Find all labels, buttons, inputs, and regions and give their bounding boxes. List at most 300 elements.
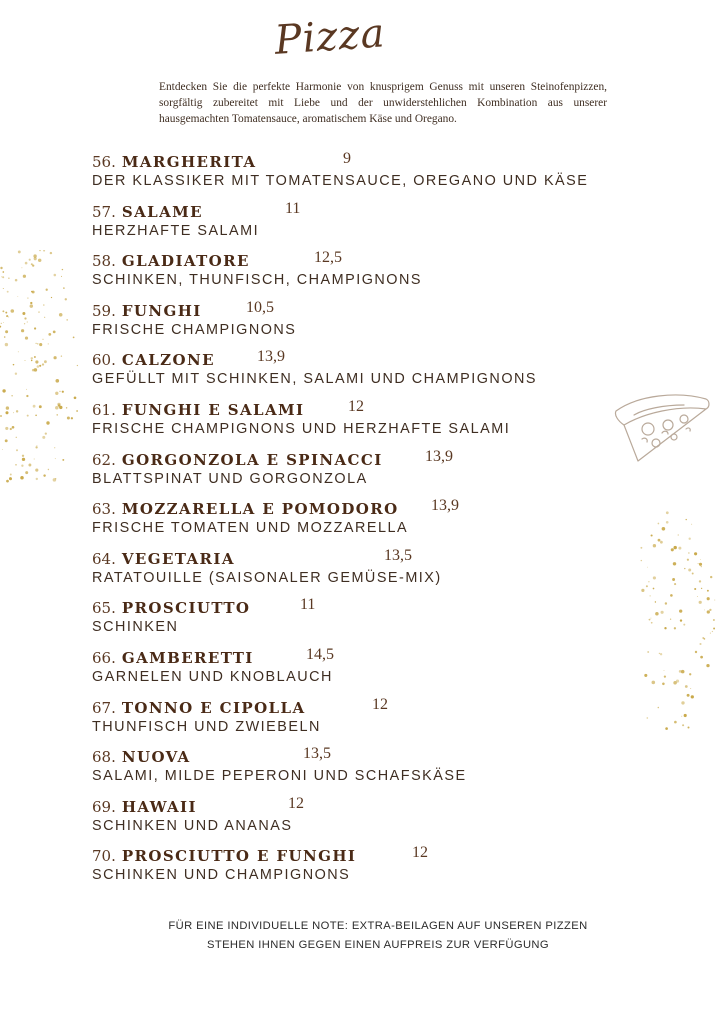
menu-item-number: 57. [92,202,116,221]
menu-item-number: 60. [92,351,116,370]
menu-item-description: SCHINKEN UND CHAMPIGNONS [92,867,351,884]
gold-speck [54,447,55,448]
menu-item-header [92,646,652,667]
gold-speck [27,322,28,323]
menu-item-number: 68. [92,748,116,767]
gold-speck [31,357,33,359]
gold-speck [658,707,660,709]
gold-speck [25,471,28,474]
menu-item-number: 65. [92,599,116,618]
gold-speck [666,521,669,524]
gold-speck [689,538,691,540]
gold-speck [704,609,705,610]
menu-item-price: 13,9 [431,497,459,515]
gold-speck [61,276,62,277]
menu-item-number: 66. [92,648,116,667]
menu-item-price: 11 [285,199,301,217]
gold-speck [653,588,655,590]
gold-speck [10,428,12,430]
gold-speck [682,724,684,726]
gold-speck [15,279,18,282]
gold-speck [45,432,47,434]
gold-speck [5,411,8,414]
menu-item-price: 10,5 [246,298,274,316]
gold-speck [0,267,2,269]
gold-speck [39,365,41,367]
gold-speck [26,389,27,390]
gold-speck [37,343,39,345]
menu-item-header [92,497,652,518]
menu-item-name: GLADIATORE [121,252,250,271]
menu-item-price: 12 [412,844,428,862]
gold-speck [24,323,25,324]
gold-speck [698,563,699,564]
menu-item-name: VEGETARIA [121,549,235,568]
menu-item-number: 64. [92,549,116,568]
menu-item-header [92,547,652,568]
menu-item-description: DER KLASSIKER MIT TOMATENSAUCE, OREGANO UND KÄSE [92,173,589,189]
menu-item-number: 63. [92,500,116,519]
gold-speck [4,336,6,338]
gold-speck [5,312,7,314]
menu-item-price: 12 [372,695,388,713]
gold-speck [655,601,656,602]
gold-speck [699,601,702,604]
footer-note [90,917,666,955]
gold-speck [13,364,15,366]
gold-speck [2,271,4,273]
gold-speck [710,576,712,578]
gold-speck [659,653,660,654]
menu-item-description: SALAMI, MILDE PEPERONI UND SCHAFSKÄSE [92,768,467,785]
gold-speck [688,569,691,572]
gold-speck [38,259,41,262]
gold-speck [674,627,676,629]
gold-speck [59,406,62,409]
gold-speck [660,541,663,544]
menu-item [92,596,652,646]
menu-item-number: 61. [92,400,116,419]
gold-speck [16,449,18,451]
gold-speck [0,326,1,328]
menu-item [92,150,652,200]
gold-speck [674,546,677,549]
gold-speck [44,317,45,318]
menu-item-name: FUNGHI E SALAMI [121,400,305,419]
gold-speck [707,590,709,592]
gold-speck [21,267,22,268]
gold-speck [694,588,696,590]
menu-item-price: 13,5 [303,745,331,763]
gold-speck [670,594,673,597]
gold-speck [666,511,669,514]
gold-speck [35,360,38,363]
gold-speck [660,653,662,655]
gold-speck [29,259,31,261]
gold-speck [27,415,29,417]
gold-speck [679,609,682,612]
menu-item-description: THUNFISCH UND ZWIEBELN [92,718,321,735]
gold-speck [11,395,12,396]
gold-speck [25,262,28,265]
menu-item-description: HERZHAFTE SALAMI [92,222,260,239]
gold-speck [701,588,702,589]
gold-speck [43,250,45,252]
gold-speck [73,337,75,339]
gold-speck [32,291,35,294]
gold-speck [51,297,52,298]
gold-speck [714,600,715,601]
menu-item [92,745,652,795]
gold-speck [681,701,684,704]
gold-speck [674,583,676,585]
gold-speck [34,458,35,459]
gold-speck [63,287,65,289]
gold-speck [67,417,70,420]
gold-speck [55,478,56,479]
gold-speck [12,426,15,429]
page-title: Pizza [273,10,387,64]
menu-item-price: 12,5 [314,249,342,267]
gold-speck [16,410,18,412]
gold-speck [42,363,44,365]
gold-speck [664,675,666,677]
gold-speck [712,631,713,632]
gold-speck [684,568,685,569]
gold-speck [673,562,676,565]
menu-item-number: 67. [92,698,116,717]
gold-speck [13,412,14,413]
gold-speck [655,612,659,616]
gold-speck [18,250,21,253]
gold-speck [30,302,32,304]
gold-speck [8,317,9,318]
gold-speck [8,277,9,278]
gold-speck [46,421,49,424]
menu-item-number: 70. [92,847,116,866]
gold-speck [27,297,28,298]
gold-speck [6,315,8,317]
gold-speck [713,628,715,630]
gold-speck [691,524,692,525]
menu-item-header [92,745,652,766]
menu-item-number: 59. [92,301,116,320]
gold-speck [664,627,666,629]
menu-item [92,398,652,448]
gold-speck [43,339,44,340]
gold-speck [671,548,674,551]
menu-item [92,249,652,299]
gold-speck [28,464,31,467]
menu-item-description: FRISCHE TOMATEN UND MOZZARELLA [92,520,409,537]
menu-item-description: RATATOUILLE (SAISONALER GEMÜSE-MIX) [92,569,442,586]
menu-item-header [92,348,652,369]
gold-speck [61,355,62,356]
gold-speck [34,327,36,329]
gold-speck [15,373,17,375]
gold-speck [31,360,33,362]
menu-item-number: 58. [92,252,116,271]
gold-speck [48,333,51,336]
intro-paragraph: Entdecken Sie die perfekte Harmonie von knusprigem Genuss mit unseren Steinofenpizzen, sorgfältig zubereitet mit Liebe und der unwiderstehlichen Kombination aus unserer hausgemachten Tomatensauce, aromatischem Käse und Oregano. [159,81,607,125]
gold-speck [22,312,25,315]
menu-item-price: 11 [300,596,316,614]
gold-speck [5,427,8,430]
gold-speck [35,446,37,448]
gold-speck [689,673,691,675]
gold-speck [21,329,24,332]
gold-speck [57,403,60,406]
gold-speck [34,356,36,358]
menu-item-header [92,696,652,717]
menu-item-price: 14,5 [306,645,334,663]
gold-speck [71,417,73,419]
menu-item-header [92,448,652,469]
menu-item-price: 13,5 [384,546,412,564]
menu-item [92,844,652,894]
gold-speck [25,360,26,361]
menu-item-number: 56. [92,153,116,171]
gold-speck [1,323,2,324]
gold-speck [652,681,656,685]
gold-speck [661,611,664,614]
gold-speck [35,343,36,344]
gold-speck [680,619,682,621]
gold-speck [55,392,58,395]
menu-item-price: 13,9 [425,447,453,465]
gold-speck [55,406,59,410]
menu-item-name: MARGHERITA [121,153,257,171]
menu-item-name: SALAME [121,202,203,221]
menu-item-name: GORGONZOLA E SPINACCI [121,450,383,469]
menu-item-header [92,596,652,617]
gold-splatter-left-decoration [0,250,90,490]
menu-item-price: 12 [348,397,364,415]
gold-speck [36,478,38,480]
menu-item-description: SCHINKEN, THUNFISCH, CHAMPIGNONS [92,272,422,289]
gold-speck [9,477,12,480]
menu-item-price: 13,9 [257,348,285,366]
menu-item-header [92,844,652,865]
gold-speck [709,609,711,611]
menu-item-header [92,795,652,816]
gold-speck [10,474,12,476]
gold-speck [674,721,677,724]
gold-speck [62,391,64,393]
gold-speck [43,474,45,476]
gold-speck [34,257,37,260]
gold-speck [678,534,679,535]
gold-speck [697,596,698,597]
gold-speck [688,727,690,729]
gold-speck [66,319,68,321]
gold-speck [662,527,666,531]
gold-speck [35,415,37,417]
gold-speck [42,436,45,439]
menu-item [92,696,652,746]
gold-speck [15,464,17,466]
gold-speck [25,337,28,340]
gold-speck [713,619,715,621]
gold-speck [57,414,58,415]
gold-speck [50,252,52,254]
menu-item-name: PROSCIUTTO E FUNGHI [121,847,357,866]
menu-item-header [92,299,652,320]
gold-speck [26,395,28,397]
gold-speck [678,547,681,550]
gold-speck [65,298,67,300]
gold-speck [702,637,704,639]
pizza-menu-list [92,150,652,894]
gold-speck [670,619,671,620]
gold-splatter-right-decoration [640,510,724,730]
gold-speck [39,405,42,408]
gold-speck [24,317,26,319]
gold-speck [48,343,49,344]
gold-speck [679,670,682,673]
gold-speck [0,415,2,417]
gold-speck [658,523,660,525]
gold-speck [74,396,77,399]
gold-speck [707,610,710,613]
gold-speck [673,681,677,685]
gold-speck [1,276,2,277]
menu-item-description: BLATTSPINAT UND GORGONZOLA [92,470,368,487]
gold-speck [681,716,682,717]
gold-speck [687,694,690,697]
gold-speck [20,476,24,480]
gold-speck [6,406,9,409]
gold-speck [59,391,60,392]
gold-speck [53,331,56,334]
menu-item-name: NUOVA [121,748,191,767]
menu-item-header [92,150,652,171]
gold-speck [34,368,38,372]
gold-speck [11,309,15,313]
gold-speck [699,643,701,645]
gold-speck [664,670,665,671]
gold-speck [39,250,40,251]
menu-item-description: FRISCHE CHAMPIGNONS UND HERZHAFTE SALAMI [92,420,511,437]
gold-speck [685,685,688,688]
gold-speck [2,276,4,278]
menu-item-price: 12 [288,794,304,812]
gold-speck [2,389,5,392]
footer-line-1: FÜR EINE INDIVIDUELLE NOTE: EXTRA-BEILAGEN AUF UNSEREN PIZZEN [168,920,588,932]
gold-speck [54,274,57,277]
gold-speck [694,552,697,555]
menu-item [92,547,652,597]
gold-speck [55,458,56,459]
footer-line-2: STEHEN IHNEN GEGEN EINEN AUFPREIS ZUR VERFÜGUNG [206,939,550,951]
gold-speck [691,695,694,698]
menu-item-name: GAMBERETTI [121,648,254,667]
menu-item-name: PROSCIUTTO [121,599,251,618]
gold-speck [653,576,656,579]
gold-speck [695,651,697,653]
menu-item-name: MOZZARELLA E POMODORO [121,500,399,519]
menu-item-name: HAWAII [121,797,197,816]
menu-item-number: 69. [92,797,116,816]
gold-speck [710,633,711,634]
gold-speck [59,313,63,317]
gold-speck [706,664,709,667]
gold-speck [17,296,18,297]
menu-item [92,448,652,498]
gold-speck [658,539,661,542]
gold-speck [2,449,3,450]
menu-item [92,348,652,398]
menu-item-header [92,249,652,270]
menu-item-header [92,398,652,419]
menu-item [92,200,652,250]
gold-speck [32,264,34,266]
gold-speck [30,304,33,307]
gold-speck [37,365,40,368]
gold-speck [48,469,49,470]
gold-speck [77,365,78,366]
gold-speck [683,624,685,626]
menu-item-description: GEFÜLLT MIT SCHINKEN, SALAMI UND CHAMPIGNONS [92,371,538,388]
menu-item-name: CALZONE [121,351,215,370]
gold-speck [23,275,26,278]
menu-item-description: FRISCHE CHAMPIGNONS [92,321,297,338]
menu-item-name: TONNO E CIPOLLA [121,698,306,717]
menu-item [92,646,652,696]
gold-speck [700,656,703,659]
gold-speck [687,559,689,561]
gold-speck [672,578,675,581]
gold-speck [662,683,665,686]
gold-speck [38,311,39,312]
gold-speck [701,566,702,567]
gold-speck [686,519,687,520]
gold-speck [653,544,656,547]
gold-speck [5,343,8,346]
gold-speck [35,469,38,472]
gold-speck [39,343,42,346]
gold-speck [66,407,67,408]
gold-speck [699,580,701,582]
gold-speck [700,559,701,560]
gold-speck [21,465,23,467]
menu-item-header [92,200,652,221]
gold-speck [43,304,45,306]
gold-speck [18,351,19,352]
menu-item [92,299,652,349]
gold-speck [707,597,710,600]
gold-speck [56,379,60,383]
gold-speck [76,410,78,412]
gold-speck [684,714,687,717]
gold-speck [46,289,48,291]
gold-speck [5,439,8,442]
gold-speck [54,356,57,359]
menu-item [92,497,652,547]
gold-speck [62,459,64,461]
menu-item-description: GARNELEN UND KNOBLAUCH [92,668,333,685]
gold-speck [36,445,37,446]
gold-speck [6,480,9,483]
menu-item-price: 9 [343,150,351,167]
gold-speck [692,573,694,575]
menu-item [92,795,652,845]
gold-speck [44,360,47,363]
gold-speck [33,405,36,408]
menu-item-name: FUNGHI [121,301,202,320]
menu-item-number: 62. [92,450,116,469]
gold-speck [22,458,25,461]
